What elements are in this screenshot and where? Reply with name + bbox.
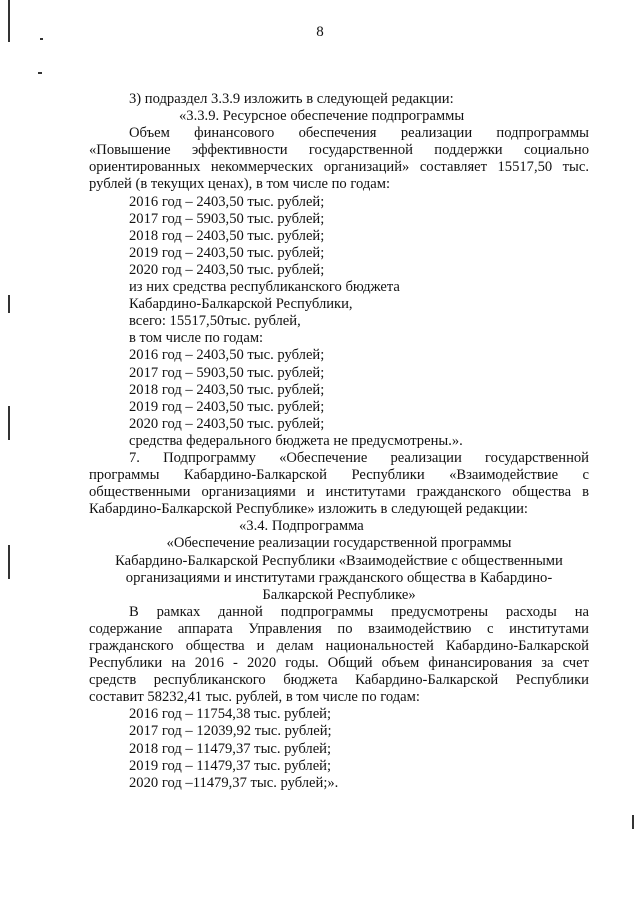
scan-mark xyxy=(632,815,634,829)
text-line: рублей (в текущих ценах), в том числе по годам: xyxy=(89,176,391,193)
text-line: всего: 15517,50тыс. рублей, xyxy=(129,313,301,330)
text-line: «Обеспечение реализации государственной программы xyxy=(166,535,512,552)
text-line: 2019 год – 2403,50 тыс. рублей; xyxy=(129,244,325,261)
text-line: Кабардино-Балкарской Республике» изложить в следующей редакции: xyxy=(89,501,528,518)
text-line: Кабардино-Балкарской Республики, xyxy=(129,296,353,313)
scan-mark xyxy=(8,0,10,42)
text-line: организациями и институтами гражданского общества в Кабардино- xyxy=(125,569,553,586)
text-line: 2020 год – 2403,50 тыс. рублей; xyxy=(129,261,325,278)
text-line: В рамках данной подпрограммы предусмотрены расходы на xyxy=(129,603,589,620)
text-line: 2018 год – 2403,50 тыс. рублей; xyxy=(129,227,325,244)
text-line: 2017 год – 12039,92 тыс. рублей; xyxy=(129,723,332,740)
scan-mark xyxy=(8,295,10,313)
text-line: 2019 год – 2403,50 тыс. рублей; xyxy=(129,398,325,415)
scan-mark xyxy=(38,72,42,74)
page-number: 8 xyxy=(316,24,324,40)
text-line: средств республиканского бюджета Кабардино-Балкарской Республики xyxy=(89,672,589,689)
text-line: в том числе по годам: xyxy=(129,330,264,347)
text-line: составит 58232,41 тыс. рублей, в том числе по годам: xyxy=(89,689,420,706)
text-line: 2016 год – 2403,50 тыс. рублей; xyxy=(129,193,325,210)
text-line: ориентированных некоммерческих организаций» составляет 15517,50 тыс. xyxy=(89,159,589,176)
text-line: 2017 год – 5903,50 тыс. рублей; xyxy=(129,364,325,381)
text-line: 2016 год – 2403,50 тыс. рублей; xyxy=(129,347,325,364)
text-line: средства федерального бюджета не предусмотрены.». xyxy=(129,432,463,449)
text-line: гражданского общества и делам национальностей Кабардино-Балкарской xyxy=(89,638,589,654)
text-line: 2020 год –11479,37 тыс. рублей;». xyxy=(129,774,339,791)
document-body xyxy=(89,91,589,792)
text-line: содержание аппарата Управления по взаимодействию с институтами xyxy=(89,620,589,637)
text-line: 2020 год – 2403,50 тыс. рублей; xyxy=(129,415,325,432)
text-line: Балкарской Республике» xyxy=(262,586,416,603)
text-line: 2018 год – 2403,50 тыс. рублей; xyxy=(129,381,325,398)
text-line: «3.4. Подпрограмма xyxy=(239,518,364,535)
text-line: «3.3.9. Ресурсное обеспечение подпрограммы xyxy=(179,108,465,125)
text-line: 3) подраздел 3.3.9 изложить в следующей редакции: xyxy=(129,91,454,107)
text-line: 2016 год – 11754,38 тыс. рублей; xyxy=(129,706,332,723)
text-line: 2019 год – 11479,37 тыс. рублей; xyxy=(129,757,332,774)
text-line: 2018 год – 11479,37 тыс. рублей; xyxy=(129,740,332,757)
scan-mark xyxy=(8,406,10,440)
text-line: программы Кабардино-Балкарской Республики «Взаимодействие с xyxy=(89,467,589,484)
text-line: из них средства республиканского бюджета xyxy=(129,279,400,296)
text-line: 2017 год – 5903,50 тыс. рублей; xyxy=(129,210,325,227)
text-line: Республики на 2016 - 2020 годы. Общий объем финансирования за счет xyxy=(89,655,589,672)
scan-mark xyxy=(8,545,10,579)
text-line: 7. Подпрограмму «Обеспечение реализации государственной xyxy=(129,449,589,466)
text-line: «Повышение эффективности государственной поддержки социально xyxy=(89,142,589,159)
text-line: общественными организациями и институтами гражданского общества в xyxy=(89,484,589,501)
text-line: Объем финансового обеспечения реализации подпрограммы xyxy=(129,125,589,142)
text-line: Кабардино-Балкарской Республики «Взаимодействие с общественными xyxy=(115,552,563,569)
scan-mark xyxy=(40,38,43,40)
